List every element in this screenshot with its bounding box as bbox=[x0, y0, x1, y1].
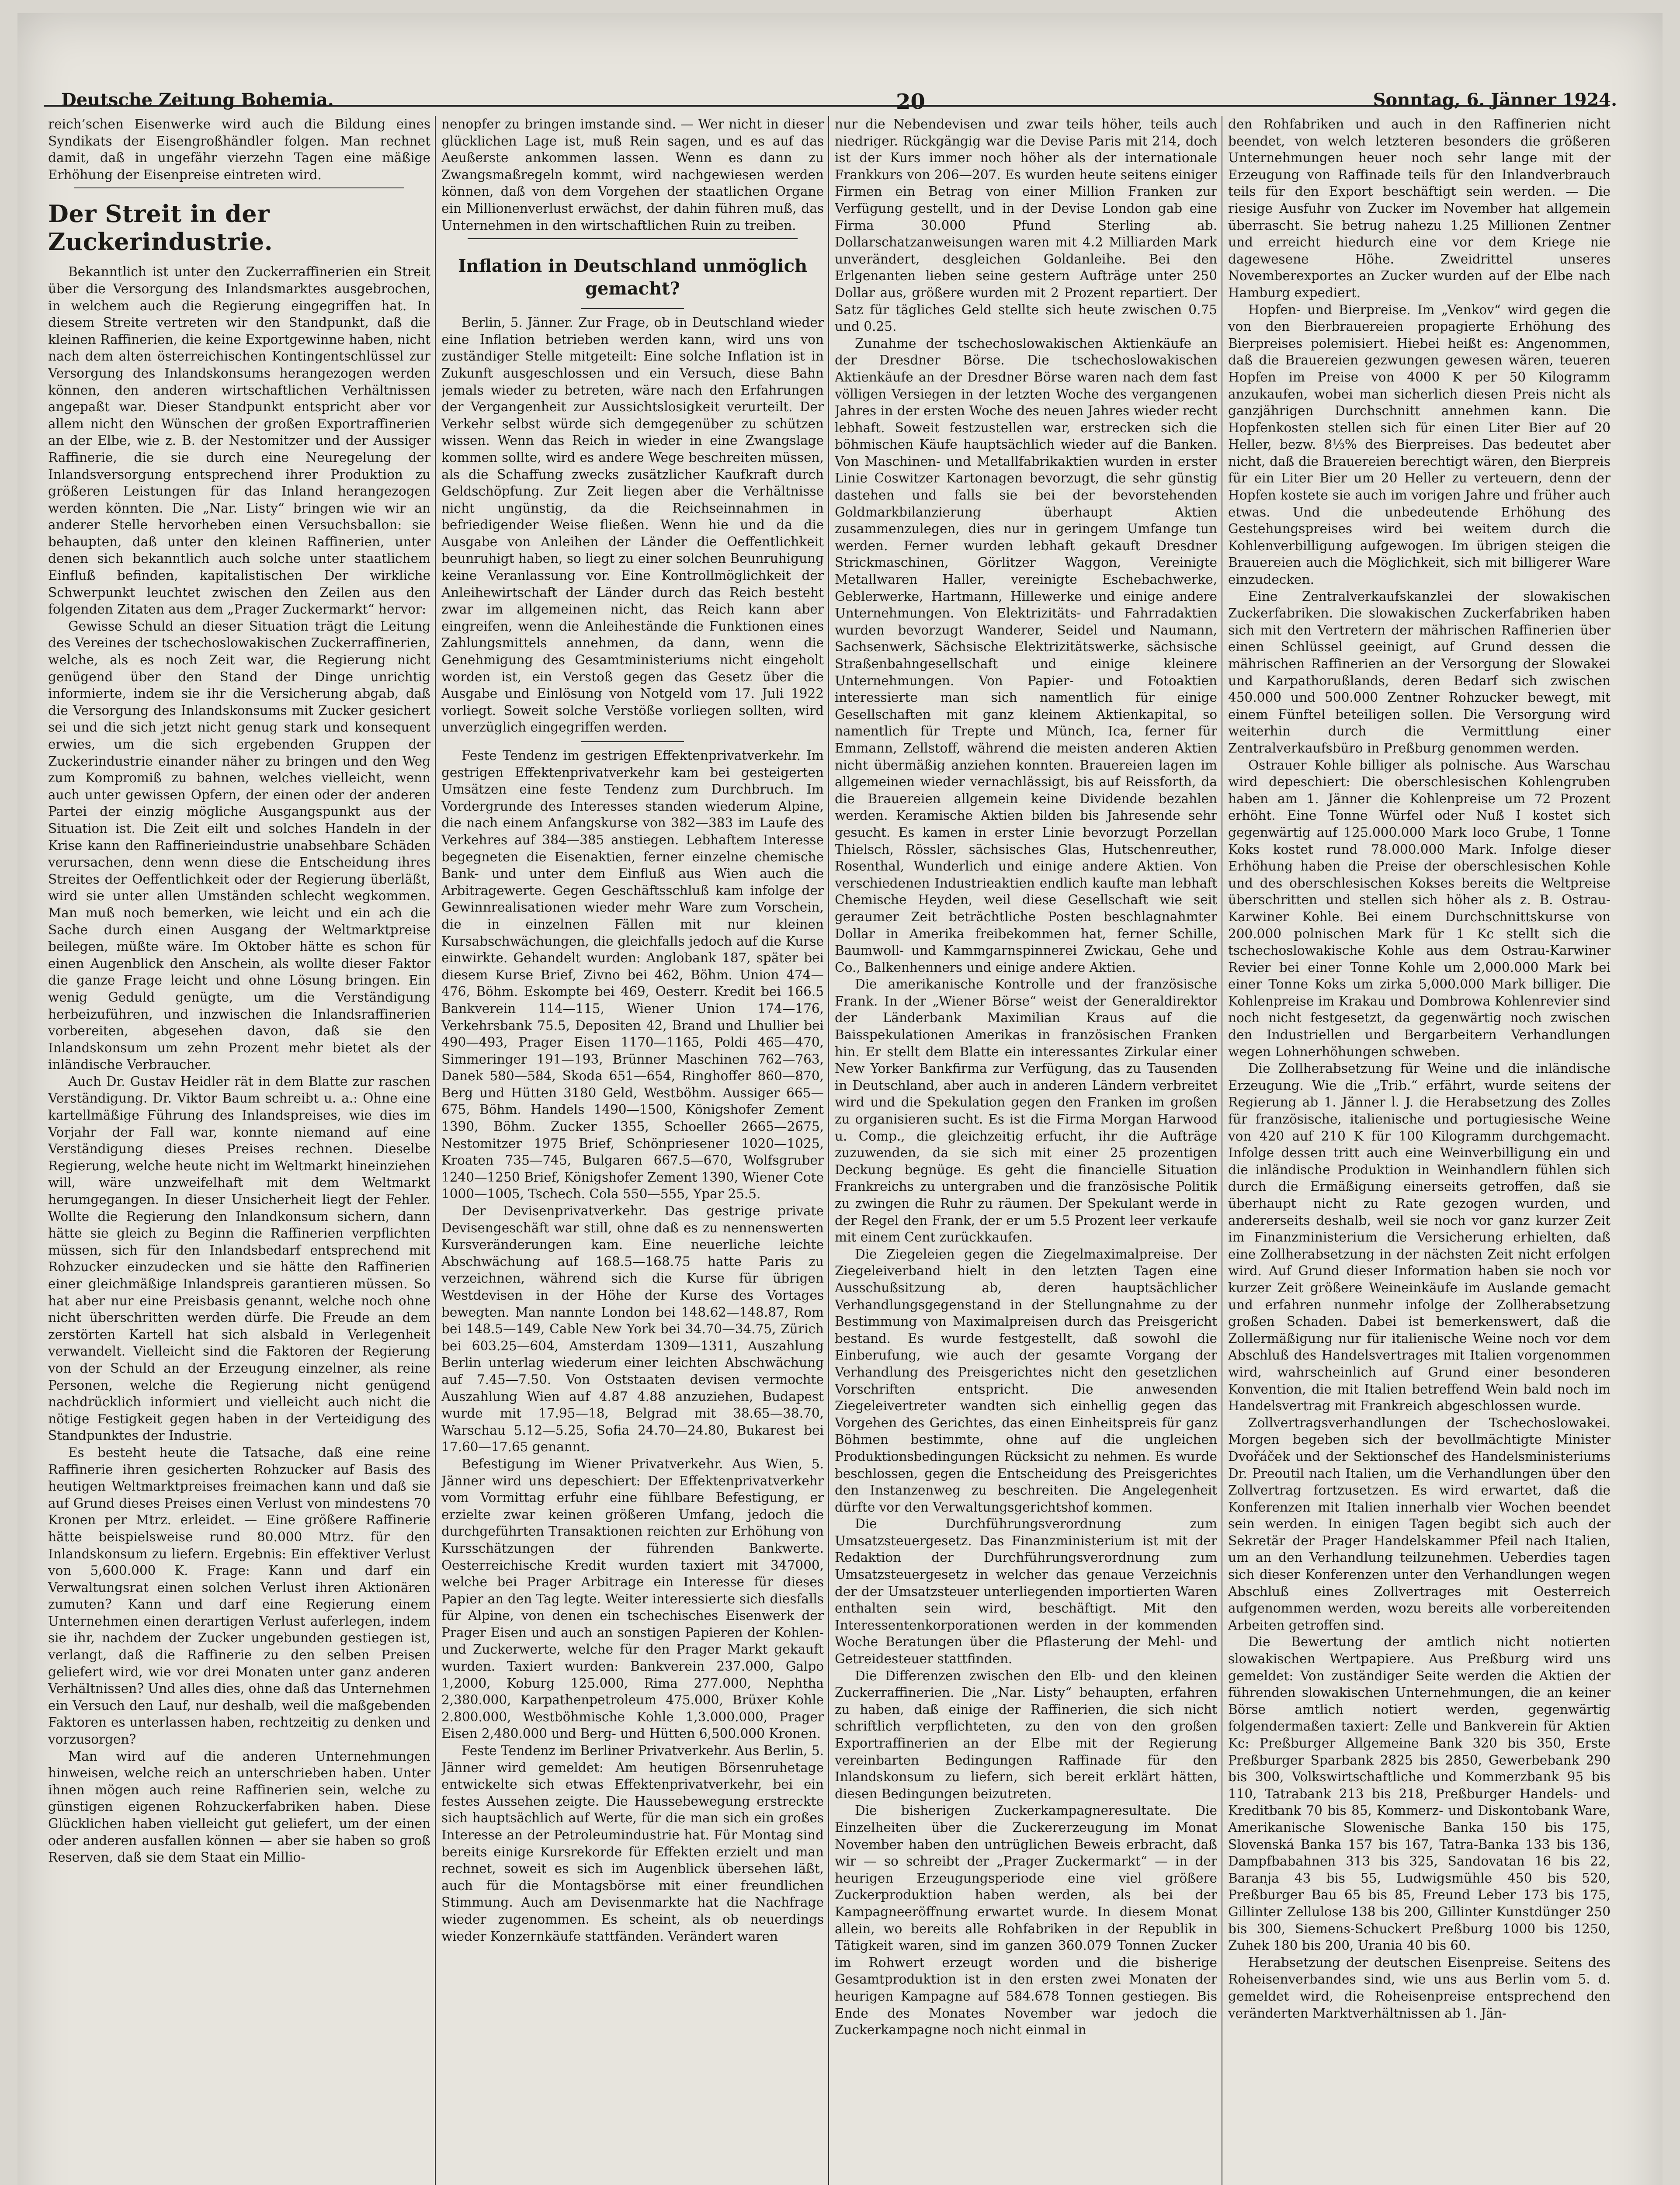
column-3 bbox=[835, 116, 1217, 2185]
market-report: Eine Zentralverkaufskanzlei der slowakischen Zuckerfabriken. Die slowakischen Zuckerfabriken haben sich mit den Vertretern der mährischen Raffinerien über einen Schlüssel geeinigt, auf Grund dessen die mährischen Raffinerien an der Versorgung der Slowakei und Karpathorußlands, deren Bedarf sich zwischen 450.000 und 500.000 Zentner Rohzucker bewegt, mit einem Fünftel beteiligen sollen. Die Versorgung wird weiterhin durch die Vermittlung einer Zentralverkaufsbüro in Preßburg genommen werden. bbox=[1228, 589, 1611, 756]
market-report: Befestigung im Wiener Privatverkehr. Aus Wien, 5. Jänner wird uns depeschiert: Der Effektenprivatverkehr vom Vormittag erfuhr eine fühlbare Befestigung, er erzielte zwar keinen größeren Umfang, jedoch die durchgeführten Transaktionen reichten zur Erhöhung von Kursschätzungen der führenden Bankwerte. Oesterreichische Kredit wurden taxiert mit 347000, welche bei Prager Arbitrage ein Interesse für dieses Papier an den Tag legte. Weiter interessierte sich diesfalls für Alpine, von denen ein tschechisches Eisenwerk der Prager Eisen und auch an sonstigen Papieren der Kohlen- und Zuckerwerte, welche für den Prager Markt gekauft wurden. Taxiert wurden: Bankverein 237.000, Galpo 1,2000, Koburg 125.000, Rima 277.000, Nephtha 2,380.000, Karpathenpetroleum 475.000, Brüxer Kohle 2.800.000, Westböhmische Kohle 1,3.000.000, Prager Eisen 2,480.000 und Berg- und Hütten 6,500.000 Kronen. bbox=[441, 1456, 824, 1741]
market-report: Hopfen- und Bierpreise. Im „Venkov“ wird gegen die von den Bierbrauereien propagierte Erhöhung des Bierpreises polemisiert. Hiebei heißt es: Angenommen, daß die Brauereien gezwungen gewesen wären, teueren Hopfen im Preise von 4000 K per 50 Kilogramm anzukaufen, wobei man sicherlich diesen Preis nicht als ganzjährigen Durchschnitt annehmen kann. Die Hopfenkosten stellen sich für einen Liter Bier auf 20 Heller, bezw. 8⅓% des Bierpreises. Das bedeutet aber nicht, daß die Brauereien berechtigt wären, den Bierpreis für ein Liter Bier um 20 Heller zu verteuern, denn der Hopfen kostete sie auch im vorigen Jahre und früher auch etwas. Und die unbedeutende Erhöhung des Gestehungspreises wird bei weitem durch die Kohlenverbilligung aufgewogen. Im übrigen steigen die Brauereien auch die Möglichkeit, sich mit billigerer Ware einzudecken. bbox=[1228, 302, 1611, 587]
article-headline: Der Streit in der Zuckerindustrie. bbox=[48, 200, 273, 256]
market-report: Die Differenzen zwischen den Elb- und den kleinen Zuckerraffinerien. Die „Nar. Listy“ behaupten, erfahren zu haben, daß einige der Raffinerien, die sich nicht schriftlich verpflichteten, zu den von den großen Exportraffinerien an der Elbe mit der Regierung vereinbarten Bedingungen Raffinade für den Inlandskonsum zu liefern, sich bereit erklärt hätten, diesen Bedingungen beizutreten. bbox=[835, 1668, 1217, 1801]
divider bbox=[74, 187, 404, 188]
article-headline: Inflation in Deutschland unmöglich gemacht? bbox=[458, 256, 808, 299]
article-paragraph: Gewisse Schuld an dieser Situation trägt die Leitung des Vereines der tschechoslowakischen Zuckerraffinerien, welche, als es noch Zeit war, die Regierung nicht genügend über den Stand der Dinge unrichtig informierte, indem sie ihr die Versicherung abgab, daß die Versorgung des Inlandskonsums mit Zucker gesichert sei und die sich jetzt nicht genug stark und konsequent erwies, um die sich ergebenden Gruppen der Zuckerindustrie einander näher zu bringen und den Weg zum Kompromiß zu bahnen, welches vielleicht, wenn auch unter gewissen Opfern, der einen oder der anderen Partei der einzig mögliche Ausgangspunkt aus der Situation ist. Die Zeit eilt und solches Handeln in der Krise kann den Raffinerieindustrie unabsehbare Schäden verursachen, denn wenn diese die Entscheidung ihres Streites der Oeffentlichkeit oder der Regierung überläßt, wird sie unter allen Umständen schlecht wegkommen. Man muß noch bemerken, wie leicht und ein ach die Sache durch einen Ausgang der Weltmarktpreise beilegen, müßte wäre. Im Oktober hätte es schon für einen Augenblick den Anschein, als wollte dieser Faktor die ganze Frage leicht und ohne Lösung bringen. Ein wenig Geduld genügte, um die Verständigung herbeizuführen, und inzwischen die Inlandsraffinerien vorbereiten, abgesehen davon, daß sie den Inlandskonsum um zehn Prozent mehr bietet als der inländische Verbraucher. bbox=[48, 618, 430, 1072]
article-continuation: reich’schen Eisenwerke wird auch die Bildung eines Syndikats der Eisengroßhändler folgen. Man rechnet damit, daß in ungefähr vierzehn Tagen eine mäßige Erhöhung der Eisenpreise eintreten wird. bbox=[48, 117, 430, 182]
page-number: 20 bbox=[896, 90, 925, 114]
article-paragraph: Auch Dr. Gustav Heidler rät in dem Blatte zur raschen Verständigung. Dr. Viktor Baum schreibt u. a.: Ohne eine kartellmäßige Führung des Inlandspreises, wie dies im Vorjahr der Fall war, konnte niemand auf eine Verständigung dieses Preises rechnen. Dieselbe Regierung, welche heute nicht im Weltmarkt hineinziehen will, wäre unzweifelhaft mit dem Weltmarkt herumgegangen. In dieser Unsicherheit liegt der Fehler. Wollte die Regierung den Inlandkonsum sichern, dann hätte sie gleich zu Beginn die Raffinerien verpflichten müssen, sich für den Inlandsbedarf entsprechend mit Rohzucker einzudecken und sie hätte den Raffinerien einer gleichmäßige Inlandspreis garantieren müssen. So hat aber nur eine Preisbasis genannt, welche noch ohne nicht überschritten werden dürfe. Die Freude an dem zerstörten Kartell hat sich alsbald in Verlegenheit verwandelt. Vielleicht sind die Faktoren der Regierung von der Schuld an der Erzeugung einzelner, als reine Personen, welche die Regierung nicht genügend nachdrücklich informiert und vielleicht auch nicht die nötige Festigkeit gegen haben in der Verteidigung des Standpunktes der Industrie. bbox=[48, 1074, 430, 1443]
market-report: Die Ziegeleien gegen die Ziegelmaximalpreise. Der Ziegeleiverband hielt in den letzten Tagen eine Ausschußsitzung ab, deren hauptsächlicher Verhandlungsgegenstand in der Stellungnahme zu der Bestimmung von Maximalpreisen durch das Preisgericht bestand. Es wurde festgestellt, daß sowohl die Einberufung, wie auch der gesamte Vorgang der Verhandlung des Preisgerichtes nicht den gesetzlichen Vorschriften entspricht. Die anwesenden Ziegeleivertreter wandten sich einhellig gegen das Vorgehen des Gerichtes, das einen Einheitspreis für ganz Böhmen bestimmte, ohne auf die ungleichen Produktionsbedingungen Rücksicht zu nehmen. Es wurde beschlossen, gegen die Entscheidung des Preisgerichtes den Instanzenweg zu beschreiten. Die Angelegenheit dürfte vor den Verwaltungsgerichtshof kommen. bbox=[835, 1246, 1217, 1515]
market-report: Die amerikanische Kontrolle und der französische Frank. In der „Wiener Börse“ weist der Generaldirektor der Länderbank Maximilian Kraus auf die Baisspekulationen Amerikas in französischen Franken hin. Er stellt dem Blatte ein interessantes Zirkular einer New Yorker Bankfirma zur Verfügung, das zu Tausenden in Deutschland, aber auch in anderen Ländern verbreitet wird und die Spekulation gegen den Franken im großen zu organisieren sucht. Es ist die Firma Morgan Harwood u. Comp., die gleichzeitig erfucht, ihr die Aufträge zuzuwenden, da sie sich mit einer 25 prozentigen Deckung begnüge. Es geht die financielle Situation Frankreichs zu untergraben und die französische Politik zu zwingen die Ruhr zu räumen. Der Spekulant werde in der Regel den Frank, der er um 5.5 Prozent leer verkaufe mit einem Cent zurückkaufen. bbox=[835, 977, 1217, 1245]
column-2 bbox=[441, 116, 824, 2185]
column-divider bbox=[435, 116, 436, 2185]
column-4 bbox=[1228, 116, 1611, 2185]
market-report: Der Devisenprivatverkehr. Das gestrige private Devisengeschäft war still, ohne daß es zu nennenswerten Kursveränderungen kam. Eine neuerliche leichte Abschwächung auf 168.5—168.75 hatte Paris zu verzeichnen, während sich die Kurse für übrigen Westdevisen in der Höhe der Kurse des Vortages bewegten. Man nannte London bei 148.62—148.87, Rom bei 148.5—149, Cable New York bei 34.70—34.75, Zürich bei 603.25—604, Amsterdam 1309—1311, Auszahlung Berlin unterlag wiederum einer leichten Abschwächung auf 7.45—7.50. Von Oststaaten devisen vermochte Auszahlung Wien auf 4.87 4.88 anzuziehen, Budapest wurde mit 17.95—18, Belgrad mit 38.65—38.70, Warschau 5.12—5.25, Sofia 24.70—24.80, Bukarest bei 17.60—17.65 genannt. bbox=[441, 1203, 824, 1455]
article-paragraph: Berlin, 5. Jänner. Zur Frage, ob in Deutschland wieder eine Inflation betrieben werden kann, wird uns von zuständiger Stelle mitgeteilt: Eine solche Inflation ist in Zukunft ausgeschlossen und ein Versuch, diese Bahn jemals wieder zu betreten, wäre nach den Erfahrungen der Vergangenheit zur Aussichtslosigkeit verurteilt. Der Verkehr selbst würde sich demgegenüber zu schützen wissen. Wenn das Reich in wieder in eine Zwangslage kommen sollte, wird es andere Wege beschreiten müssen, als die Schaffung zwecks zusätzlicher Kaufkraft durch Geldschöpfung. Zur Zeit liegen aber die Verhältnisse nicht ungünstig, da die Reichseinnahmen in befriedigender Weise fließen. Wenn hie und da die Ausgabe von Anleihen der Länder die Oeffentlichkeit beunruhigt haben, so liegt zu einer solchen Beunruhigung keine Veranlassung vor. Eine Kontrollmöglichkeit der Anleihewirtschaft der Länder durch das Reich besteht zwar im allgemeinen nicht, das Reich kann aber eingreifen, wenn die Anleihestände die Funktionen eines Zahlungsmittels annehmen, da dann, wenn die Genehmigung des Gesamtministeriums nicht eingeholt worden ist, ein Verstoß gegen das Gesetz über die Ausgabe und Einlösung von Notgeld vom 17. Juli 1922 vorliegt. Soweit solche Verstöße vorliegen sollten, wird unverzüglich eingegriffen werden. bbox=[441, 315, 824, 735]
market-report: Die Bewertung der amtlich nicht notierten slowakischen Wertpapiere. Aus Preßburg wird uns gemeldet: Von zuständiger Seite werden die Aktien der führenden slowakischen Unternehmungen, die an keiner Börse amtlich notiert werden, gegenwärtig folgendermaßen taxiert: Zelle und Bankverein für Aktien Kc: Preßburger Allgemeine Bank 320 bis 350, Erste Preßburger Sparbank 2825 bis 2850, Gewerbebank 290 bis 300, Volkswirtschaftliche und Kommerzbank 95 bis 110, Tatrabank 213 bis 218, Preßburger Handels- und Kreditbank 70 bis 85, Kommerz- und Diskontobank Ware, Amerikanische Slowenische Banka 150 bis 175, Slovenská Banka 157 bis 167, Tatra-Banka 133 bis 136, Dampfbabahnen 313 bis 325, Sandovatan 16 bis 22, Baranja 43 bis 55, Ludwigsmühle 450 bis 520, Preßburger Bau 65 bis 85, Freund Leber 173 bis 175, Gillinter Zellulose 138 bis 200, Gillinter Kunstdünger 250 bis 300, Siemens-Schuckert Preßburg 1000 bis 1250, Zuhek 180 bis 200, Urania 40 bis 60. bbox=[1228, 1634, 1611, 1953]
column-1 bbox=[48, 116, 430, 2185]
market-report: Zunahme der tschechoslowakischen Aktienkäufe an der Dresdner Börse. Die tschechoslowakischen Aktienkäufe an der Dresdner Börse waren nach dem fast völligen Versiegen in der letzten Woche des vergangenen Jahres in der ersten Woche des neuen Jahres wieder recht lebhaft. Soweit festzustellen war, erstrecken sich die böhmischen Käufe hauptsächlich wieder auf die Banken. Von Maschinen- und Metallfabrikaktien wurden in erster Linie Coswitzer Kartonagen bevorzugt, die sehr günstig dastehen und falls sie bei der bevorstehenden Goldmarkbilanzierung überhaupt Aktien zusammenzulegen, dies nur in geringem Umfange tun werden. Ferner wurden lebhaft gekauft Dresdner Strickmaschinen, Görlitzer Waggon, Vereinigte Metallwaren Haller, vereinigte Eschebachwerke, Geblerwerke, Hartmann, Hillewerke und einige andere Unternehmungen. Von Elektrizitäts- und Fahrradaktien wurden bevorzugt Wanderer, Seidel und Naumann, Sachsenwerk, Sächsische Elektrizitätswerke, sächsische Straßenbahngesellschaft und einige kleinere Unternehmungen. Von Papier- und Fotoaktien interessierte man sich namentlich für einige Gesellschaften mit ganz kleinem Aktienkapital, so namentlich für Trepte und Münch, Ica, ferner für Emmann, Zellstoff, während die meisten anderen Aktien nicht übermäßig anziehen konnten. Brauereien lagen im allgemeinen wieder vernachlässigt, bis auf Reissforth, da die Brauereien allgemein keine Dividende bezahlen werden. Keramische Aktien bilden bis Jahresende sehr gesucht. Es kamen in erster Linie bevorzugt Porzellan Thielsch, Rössler, sächsisches Glas, Hutschenreuther, Rosenthal, Wunderlich und einige andere Aktien. Von verschiedenen Industrieaktien endlich kaufte man lebhaft Chemische Heyden, weil diese Gesellschaft wie seit geraumer Zeit beträchtliche Posten beschlagnahmter Dollar in Amerika freibekommen hat, ferner Schille, Baumwoll- und Kammgarnspinnerei Zwickau, Gehe und Co., Balkenhenners und einige andere Aktien. bbox=[835, 336, 1217, 975]
market-report: den Rohfabriken und auch in den Raffinerien nicht beendet, von welch letzteren besonders die größeren Unternehmungen heuer noch sehr lange mit der Erzeugung von Raffinade teils für den Inlandverbrauch teils für den Export beschäftigt sein werden. — Die riesige Ausfuhr von Zucker im November hat allgemein überrascht. Sie betrug nahezu 1.25 Millionen Zentner und erreicht hiedurch eine vor dem Kriege nie dagewesene Höhe. Zweidrittel unseres Novemberexportes an Zucker wurden auf der Elbe nach Hamburg expediert. bbox=[1228, 117, 1611, 300]
column-divider bbox=[828, 116, 829, 2185]
article-continuation: nenopfer zu bringen imstande sind. — Wer nicht in dieser glücklichen Lage ist, muß Rein sagen, und es auf das Aeußerste ankommen lassen. Wenn es dann zu Zwangsmaßregeln kommt, wird nachgewiesen werden können, daß von dem Vorgehen der staatlichen Organe ein Millionenverlust erwächst, der dahin führen muß, das Unternehmen in den wirtschaftlichen Ruin zu treiben. bbox=[441, 117, 824, 233]
date-line: Sonntag, 6. Jänner 1924. bbox=[1373, 90, 1617, 110]
article-paragraph: Bekanntlich ist unter den Zuckerraffinerien ein Streit über die Versorgung des Inlandsmarktes ausgebrochen, in welchem auch die Regierung eingegriffen hat. In diesem Streite vertreten wir den Standpunkt, daß die kleinen Raffinerien, die keine Exportgewinne haben, nicht nach dem alten österreichischen Kontingentschlüssel zur Versorgung des Inlandskonsums herangezogen werden können, den anderen wirtschaftlichen Verhältnissen angepaßt war. Dieser Standpunkt entspricht aber vor allem nicht den Wünschen der großen Exportraffinerien an der Elbe, wie z. B. der Nestomitzer und der Aussiger Raffinerie, die sie durch eine Neuregelung der Inlandsversorgung entsprechend ihrer Produktion zu größeren Leistungen für das Inland herangezogen werden könnten. Die „Nar. Listy“ bringen wie wir an anderer Stelle hervorheben einen Versuchsballon: sie behaupten, daß unter den kleinen Raffinerien, unter denen sich bekanntlich auch solche unter staatlichem Einfluß befinden, kapitalistischen Der wirkliche Schwerpunkt leuchtet zwischen den Zeilen aus den folgenden Zitaten aus dem „Prager Zuckermarkt“ hervor: bbox=[48, 264, 430, 617]
paper-name: Deutsche Zeitung Bohemia. bbox=[61, 90, 334, 110]
market-report: Ostrauer Kohle billiger als polnische. Aus Warschau wird depeschiert: Die oberschlesischen Kohlengruben haben am 1. Jänner die Kohlenpreise um 72 Prozent erhöht. Eine Tonne Würfel oder Nuß I kostet sich gegenwärtig auf 125.000.000 Mark loco Grube, 1 Tonne Koks kostet rund 78.000.000 Mark. Infolge dieser Erhöhung haben die Preise der oberschlesischen Kohle und des oberschlesischen Kokses bereits die Weltpreise überschritten und stellen sich höher als z. B. Ostrau-Karwiner Kohle. Bei einem Durchschnittskurse von 200.000 polnischen Mark für 1 Kc stellt sich die tschechoslowakische Kohle aus dem Ostrau-Karwiner Revier bei einer Tonne Kohle um 2,000.000 Mark bei einer Tonne Koks um zirka 5,000.000 Mark billiger. Die Kohlenpreise im Krakau und Dombrowa Kohlenrevier sind noch nicht festgesetzt, da gegenwärtig noch zwischen den Industriellen und Bergarbeitern Verhandlungen wegen Lohnerhöhungen schweben. bbox=[1228, 757, 1611, 1059]
article-paragraph: Man wird auf die anderen Unternehmungen hinweisen, welche reich an unterschrieben haben. Unter ihnen mögen auch reine Raffinerien sein, welche zu günstigen eigenen Rohzuckerfabriken haben. Diese Glücklichen haben vielleicht gut geliefert, um der einen oder anderen ausfallen können — aber sie haben so groß Reserven, daß sie dem Staat ein Millio- bbox=[48, 1748, 430, 1865]
header-rule bbox=[44, 105, 1608, 107]
divider bbox=[468, 238, 798, 239]
market-report: Zollvertragsverhandlungen der Tschechoslowakei. Morgen begeben sich der bevollmächtigte Minister Dvořáček und der Sektionschef des Handelsministeriums Dr. Preoutil nach Italien, um die Verhandlungen über den Zollvertrag fortzusetzen. Es wird erwartet, daß die Konferenzen mit Italien innerhalb vier Wochen beendet sein werden. In einigen Tagen begibt sich auch der Sekretär der Prager Handelskammer Pfeil nach Italien, um an den Verhandlung teilzunehmen. Ueberdies tagen sich dieser Konferenzen unter den Verhandlungen wegen Abschluß eines Zollvertrages mit Oesterreich aufgenommen werden, wozu bereits alle vorbereitenden Arbeiten getroffen sind. bbox=[1228, 1415, 1611, 1633]
market-report: nur die Nebendevisen und zwar teils höher, teils auch niedriger. Rückgängig war die Devise Paris mit 214, doch ist der Kurs immer noch höher als der internationale Frankkurs von 206—207. Es wurden heute seitens einiger Firmen ein Betrag von einer Million Franken zur Verfügung gestellt, und in der Devise London gab eine Firma 30.000 Pfund Sterling ab. Dollarschatzanweisungen waren mit 4.2 Milliarden Mark unverändert, desgleichen Goldanleihe. Bei den Erlgenanten lieben seine gestern Aufträge unter 250 Dollar aus, größere wurden mit 2 Prozent repartiert. Der Satz für tägliches Geld stellte sich heute zwischen 0.75 und 0.25. bbox=[835, 117, 1217, 334]
article-paragraph: Es besteht heute die Tatsache, daß eine reine Raffinerie ihren gesicherten Rohzucker auf Basis des heutigen Weltmarktpreises freimachen kann und daß sie auf Grund dieses Preises einen Verlust von mindestens 70 Kronen per Mtrz. erleidet. — Eine größere Raffinerie hätte beispielsweise rund 80.000 Mtrz. für den Inlandskonsum zu liefern. Ergebnis: Ein effektiver Verlust von 5,600.000 K. Frage: Kann und darf ein Verwaltungsrat einen solchen Verlust ihren Aktionären zumuten? Kann und darf eine Regierung einem Unternehmen einen derartigen Verlust auferlegen, indem sie ihr, nachdem der Zucker ungebunden gestiegen ist, verlangt, daß die Raffinerie zu den selben Preisen geliefert wird, wie vor drei Monaten unter ganz anderen Verhältnissen? Und alles dies, ohne daß das Unternehmen ein Versuch den Lauf, nur deshalb, weil die maßgebenden Faktoren es unterlassen haben, rechtzeitig zu denken und vorzusorgen? bbox=[48, 1445, 430, 1747]
market-report: Die Zollherabsetzung für Weine und die inländische Erzeugung. Wie die „Trib.“ erfährt, wurde seitens der Regierung ab 1. Jänner l. J. die Herabsetzung des Zolles für französische, italienische und portugiesische Weine von 420 auf 210 K für 100 Kilogramm durchgemacht. Infolge dessen tritt auch eine Weinverbilligung ein und die inländische Produktion in Weinhandlern fühlen sich durch die Ermäßigung einerseits getroffen, daß sie überhaupt nicht zu Rate gezogen wurden, und andererseits deshalb, weil sie noch vor ganz kurzer Zeit im Finanzministerium die Versicherung erhielten, daß eine Zollherabsetzung in der nächsten Zeit nicht erfolgen wird. Auf Grund dieser Information haben sie noch vor kurzer Zeit größere Weineinkäufe im Auslande gemacht und erfahren nunmehr infolge der Zollherabsetzung großen Schaden. Dabei ist bemerkenswert, daß die Zollermäßigung nur für italienische Weine noch vor dem Abschluß des Handelsvertrages mit Italien vorgenommen wird, wahrscheinlich auf Grund einer besonderen Konvention, die mit Italien betreffend Wein bald noch im Handelsvertrag mit Frankreich abgeschlossen wurde. bbox=[1228, 1061, 1611, 1414]
market-report: Feste Tendenz im Berliner Privatverkehr. Aus Berlin, 5. Jänner wird gemeldet: Am heutigen Börsenruhetage entwickelte sich etwas Effektenprivatverkehr, bei ein festes Aussehen zeigte. Die Haussebewegung erstreckte sich hauptsächlich auf Werte, für die man sich ein großes Interesse an der Petroleumindustrie hat. Für Montag sind bereits einige Kursrekorde für Effekten erzielt und man rechnet, soweit es sich im Augenblick übersehen läßt, auch für die Montagsbörse mit einer freundlichen Stimmung. Auch am Devisenmarkte hat die Nachfrage wieder zugenommen. Es scheint, als ob neuerdings wieder Konzernkäufe stattfänden. Verändert waren bbox=[441, 1743, 824, 1944]
market-report: Herabsetzung der deutschen Eisenpreise. Seitens des Roheisenverbandes sind, wie uns aus Berlin vom 5. d. gemeldet wird, die Roheisenpreise entsprechend den veränderten Marktverhältnissen ab 1. Jän- bbox=[1228, 1955, 1611, 2021]
divider bbox=[581, 741, 684, 742]
market-report: Die Durchführungsverordnung zum Umsatzsteuergesetz. Das Finanzministerium ist mit der Redaktion der Durchführungsverordnung zum Umsatzsteuergesetz in welcher das genaue Verzeichnis der der Umsatzsteuer unterliegenden importierten Waren enthalten sein wird, beschäftigt. Mit den Interessentenkorporationen werden in der kommenden Woche Beratungen über die Pflasterung der Mehl- und Getreidesteuer stattfinden. bbox=[835, 1516, 1217, 1667]
market-report: Die bisherigen Zuckerkampagneresultate. Die Einzelheiten über die Zuckererzeugung im Monat November haben den untrüglichen Beweis erbracht, daß wir — so schreibt der „Prager Zuckermarkt“ — in der heurigen Erzeugungsperiode eine viel größere Zuckerproduktion haben werden, als bei der Kampagneeröffnung erwartet wurde. In diesem Monat allein, wo bereits alle Rohfabriken in der Republik in Tätigkeit waren, sind im ganzen 360.079 Tonnen Zucker im Rohwert erzeugt worden und die bisherige Gesamtproduktion ist in den ersten zwei Monaten der heurigen Kampagne auf 584.678 Tonnen gestiegen. Bis Ende des Monates November war jedoch die Zuckerkampagne noch nicht einmal in bbox=[835, 1803, 1217, 2038]
market-report: Feste Tendenz im gestrigen Effektenprivatverkehr. Im gestrigen Effektenprivatverkehr kam bei gesteigerten Umsätzen eine feste Tendenz zum Durchbruch. Im Vordergrunde des Interesses standen wiederum Alpine, die nach einem Anfangskurse von 382—383 im Laufe des Verkehres auf 384—385 anstiegen. Lebhaftem Interesse begegneten die Eisenaktien, ferner einzelne chemische Bank- und unter dem Einfluß aus Wien auch die Arbitragewerte. Gegen Geschäftsschluß kam infolge der Gewinnrealisationen wieder mehr Ware zum Vorschein, die in einzelnen Fällen mit nur kleinen Kursabschwächungen, die gleichfalls jedoch auf die Kurse einwirkte. Gehandelt wurden: Anglobank 187, später bei diesem Kurse Brief, Zivno bei 462, Böhm. Union 474—476, Böhm. Eskompte bei 469, Oesterr. Kredit bei 166.5 Bankverein 114—115, Wiener Union 174—176, Verkehrsbank 75.5, Depositen 42, Brand und Lhullier bei 490—493, Prager Eisen 1170—1165, Poldi 465—470, Simmeringer 191—193, Brünner Maschinen 762—763, Danek 580—584, Skoda 651—654, Ringhoffer 860—870, Berg und Hütten 3180 Geld, Westböhm. Aussiger 665—675, Böhm. Handels 1490—1500, Königshofer Zement 1390, Böhm. Zucker 1355, Schoeller 2665—2675, Nestomitzer 1975 Brief, Schönpriesener 1020—1025, Kroaten 735—745, Bulgaren 667.5—670, Wolfsgruber 1240—1250 Brief, Königshofer Zement 1390, Wiener Cote 1000—1005, Tschech. Cola 550—555, Ypar 25.5. bbox=[441, 748, 824, 1202]
divider bbox=[581, 308, 684, 309]
